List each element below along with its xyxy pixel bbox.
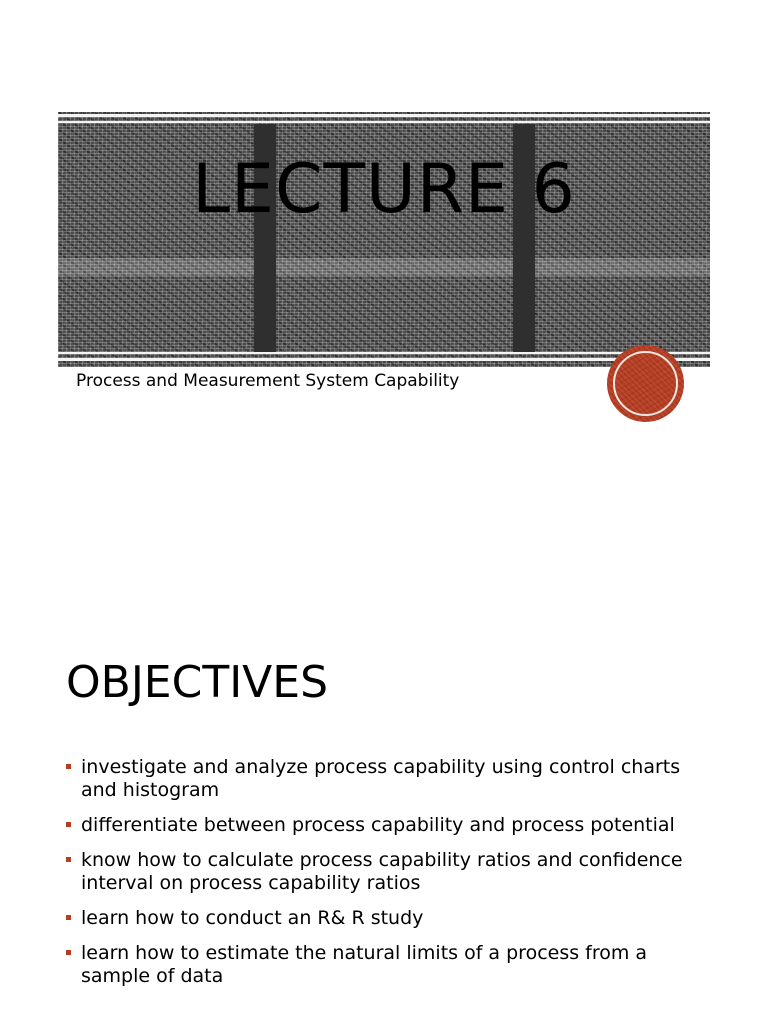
banner-divider — [58, 114, 710, 117]
banner-divider — [58, 358, 710, 361]
banner-divider — [58, 352, 710, 354]
list-item — [66, 849, 716, 895]
list-item-text: differentiate between process capability and process potential — [81, 814, 675, 836]
list-item-text: investigate and analyze process capability using control charts and histogram — [81, 756, 681, 801]
objectives-list — [66, 756, 716, 1000]
square-bullet-icon — [66, 915, 71, 920]
list-item-text: know how to calculate process capability ratios and confidence interval on process capability ratios — [81, 849, 683, 894]
banner-divider — [58, 121, 710, 123]
list-item-text: learn how to conduct an R& R study — [81, 907, 424, 929]
square-bullet-icon — [66, 950, 71, 955]
slide-subtitle: Process and Measurement System Capability — [76, 371, 460, 391]
list-item — [66, 814, 716, 837]
badge-ring — [613, 351, 678, 416]
slide-heading: OBJECTIVES — [66, 657, 329, 708]
list-item — [66, 756, 716, 802]
objectives-slide — [0, 560, 768, 1024]
title-banner — [58, 112, 710, 367]
list-item — [66, 907, 716, 930]
list-item — [66, 942, 716, 988]
square-bullet-icon — [66, 822, 71, 827]
square-bullet-icon — [66, 857, 71, 862]
banner-texture-band — [58, 258, 710, 276]
slide-title: LECTURE 6 — [192, 150, 576, 229]
circle-badge-icon — [607, 345, 684, 422]
square-bullet-icon — [66, 764, 71, 769]
list-item-text: learn how to estimate the natural limits of a process from a sample of data — [81, 942, 648, 987]
